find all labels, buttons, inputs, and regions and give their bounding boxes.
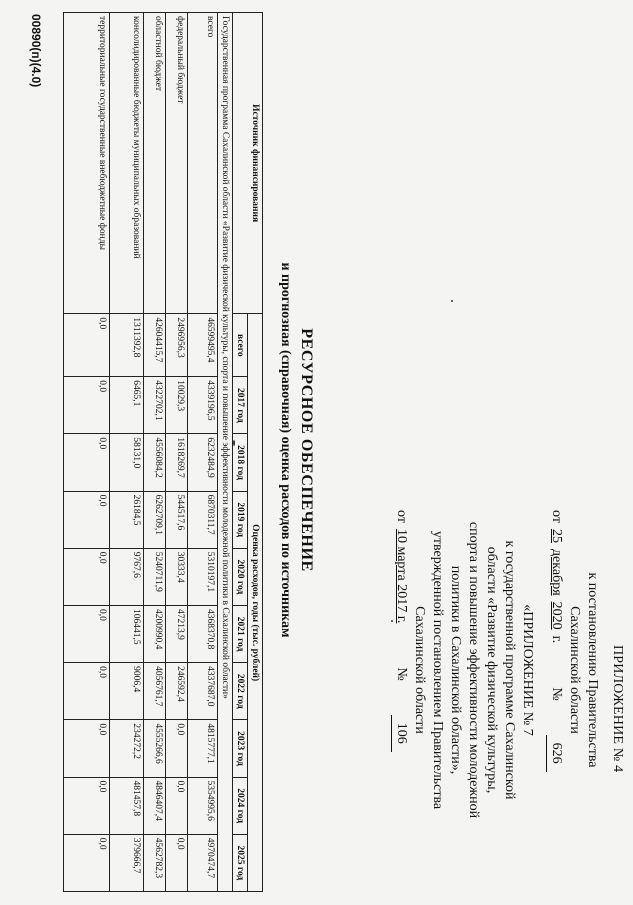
year-header: 2025 год xyxy=(233,834,248,891)
sub-line-1: к государственной программе Сахалинской xyxy=(502,540,517,800)
col-estimate-header: Оценка расходов, годы (тыс. рублей) xyxy=(248,314,263,892)
sub-line-2: области «Развитие физической культуры, xyxy=(484,546,499,794)
cell-value: 6232484,9 xyxy=(188,434,218,491)
cell-value: 0,0 xyxy=(166,720,188,777)
sub-line-5: утвержденной постановлением Правительства xyxy=(430,530,445,810)
cell-value: 246592,4 xyxy=(166,663,188,720)
appendix-block xyxy=(391,480,625,860)
cell-value: 4562782,3 xyxy=(144,834,166,891)
appendix-line-2: Сахалинской области xyxy=(567,606,582,734)
sub-appendix-title: «ПРИЛОЖЕНИЕ № 7 xyxy=(520,604,535,736)
cell-value: 9006,4 xyxy=(110,663,144,720)
cell-value: 4337687,0 xyxy=(188,663,218,720)
sub-no-label: № xyxy=(394,667,409,681)
cell-value: 4815777,1 xyxy=(188,720,218,777)
col-source-header: Источник финансирования xyxy=(233,13,263,314)
sub-date: 10 марта 2017 г. xyxy=(394,528,409,624)
table-row xyxy=(166,13,188,892)
cell-value: 481457,8 xyxy=(110,777,144,834)
year-header: 2022 год xyxy=(233,663,248,720)
cell-value: 42604415,7 xyxy=(144,314,166,377)
cell-value: 0,0 xyxy=(166,834,188,891)
cell-value: 4056761,7 xyxy=(144,663,166,720)
cell-value: 6870311,7 xyxy=(188,491,218,548)
year-header: 2021 год xyxy=(233,605,248,662)
heading-title: РЕСУРСНОЕ ОБЕСПЕЧЕНИЕ xyxy=(298,328,315,572)
year-header: 2017 год xyxy=(233,377,248,434)
row-label: территориальные государственные внебюджетные фонды xyxy=(64,13,110,314)
cell-value: 46599495,4 xyxy=(188,314,218,377)
sub-date-row xyxy=(391,510,410,860)
appendix-date-row xyxy=(546,510,565,860)
date-year: 2020 xyxy=(549,601,564,630)
scan-speck xyxy=(451,300,453,302)
row-label: консолидированные бюджеты муниципальных образований xyxy=(110,13,144,314)
cell-value: 2496956,3 xyxy=(166,314,188,377)
cell-value: 47213,9 xyxy=(166,605,188,662)
cell-value: 4339196,5 xyxy=(188,377,218,434)
sub-line-3: спорта и повышение эффективности молодежной xyxy=(466,521,481,819)
cell-value: 0,0 xyxy=(64,605,110,662)
cell-value: 0,0 xyxy=(166,777,188,834)
year-header: 2019 год xyxy=(233,491,248,548)
cell-value: 544517,6 xyxy=(166,491,188,548)
cell-value: 4555266,6 xyxy=(144,720,166,777)
cell-value: 0,0 xyxy=(64,663,110,720)
program-row: Государственная программа Сахалинской области «Развитие физической культуры, спорта и повышение эффективности молодежной политики в Сахалинской области» xyxy=(218,13,233,892)
heading-subtitle: и прогнозная (справочная) оценка расходов по источникам xyxy=(278,262,293,638)
row-label: всего xyxy=(188,13,218,314)
cell-value: 5240711,9 xyxy=(144,548,166,605)
table-row xyxy=(110,13,144,892)
year-header: 2018 год xyxy=(233,434,248,491)
cell-value: 4846407,4 xyxy=(144,777,166,834)
decree-no-label: № xyxy=(549,687,564,701)
scan-speck xyxy=(391,620,393,622)
cell-value: 0,0 xyxy=(64,377,110,434)
appendix-line-1: к постановлению Правительства xyxy=(585,572,600,768)
cell-value: 6262709,1 xyxy=(144,491,166,548)
sub-line-4: политики в Сахалинской области», xyxy=(448,565,463,775)
year-header: 2020 год xyxy=(233,548,248,605)
cell-value: 58131,0 xyxy=(110,434,144,491)
year-header: 2023 год xyxy=(233,720,248,777)
cell-value: 4556084,2 xyxy=(144,434,166,491)
cell-value: 5354995,6 xyxy=(188,777,218,834)
scan-speck xyxy=(233,440,235,446)
cell-value: 1311392,8 xyxy=(110,314,144,377)
sub-date-prefix: от xyxy=(394,510,409,523)
sub-no-value: 106 xyxy=(391,715,410,752)
cell-value: 4368370,8 xyxy=(188,605,218,662)
cell-value: 0,0 xyxy=(64,720,110,777)
date-prefix: от xyxy=(549,510,564,523)
cell-value: 26184,5 xyxy=(110,491,144,548)
table-row xyxy=(64,13,110,892)
cell-value: 4970474,7 xyxy=(188,834,218,891)
cell-value: 379666,7 xyxy=(110,834,144,891)
cell-value: 0,0 xyxy=(64,314,110,377)
cell-value: 1618269,7 xyxy=(166,434,188,491)
date-month: декабря xyxy=(549,548,564,596)
date-day: 25 xyxy=(549,528,564,543)
resource-table xyxy=(63,12,263,892)
cell-value: 5310197,1 xyxy=(188,548,218,605)
row-label: областной бюджет xyxy=(144,13,166,314)
year-header: всего xyxy=(233,314,248,377)
cell-value: 106441,5 xyxy=(110,605,144,662)
year-header: 2024 год xyxy=(233,777,248,834)
cell-value: 4322702,1 xyxy=(144,377,166,434)
cell-value: 0,0 xyxy=(64,434,110,491)
cell-value: 6465,1 xyxy=(110,377,144,434)
appendix-title: ПРИЛОЖЕНИЕ № 4 xyxy=(610,645,625,773)
cell-value: 0,0 xyxy=(64,777,110,834)
cell-value: 0,0 xyxy=(64,548,110,605)
cell-value: 10029,3 xyxy=(166,377,188,434)
document-code: 00890(п)(4.0) xyxy=(29,14,43,88)
table-row xyxy=(144,13,166,892)
cell-value: 4200990,4 xyxy=(144,605,166,662)
date-suffix: г. xyxy=(549,635,564,644)
sub-line-6: Сахалинской области xyxy=(412,606,427,734)
cell-value: 30333,4 xyxy=(166,548,188,605)
cell-value: 9767,6 xyxy=(110,548,144,605)
row-label: федеральный бюджет xyxy=(166,13,188,314)
cell-value: 0,0 xyxy=(64,491,110,548)
cell-value: 234272,2 xyxy=(110,720,144,777)
table-row xyxy=(188,13,218,892)
cell-value: 0,0 xyxy=(64,834,110,891)
document-heading xyxy=(277,60,315,840)
decree-no-value: 626 xyxy=(546,735,565,772)
